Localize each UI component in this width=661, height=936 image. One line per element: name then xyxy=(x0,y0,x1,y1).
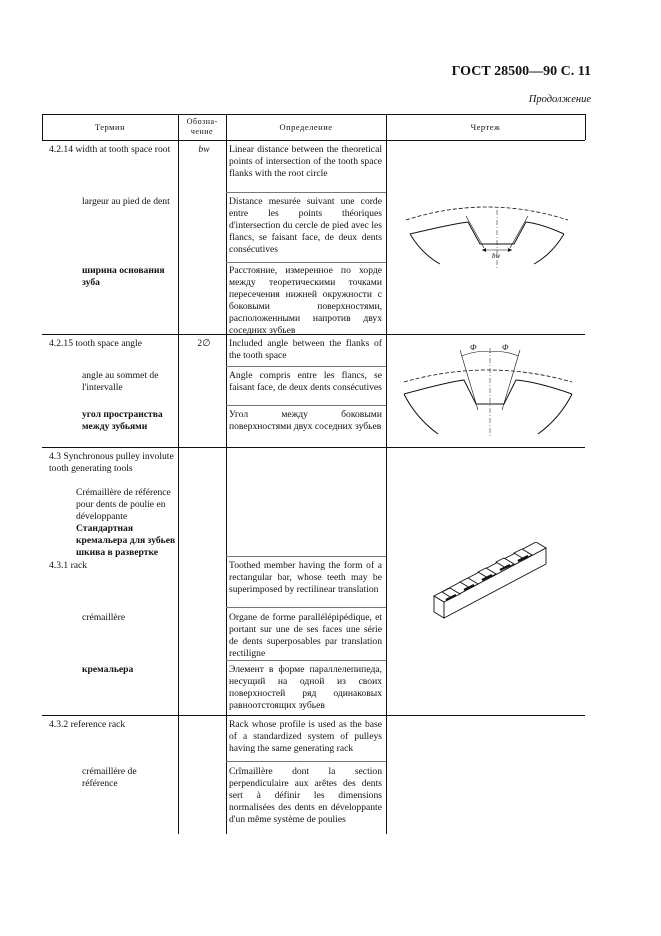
sub-rule xyxy=(226,761,386,762)
column-divider xyxy=(178,114,179,834)
column-header-term: Термин xyxy=(94,122,126,132)
definition-ru: Угол между боковыми поверхностями двух соседних зубьев xyxy=(229,409,382,432)
term-fr: largeur au pied de dent xyxy=(82,196,170,207)
sub-rule xyxy=(226,262,386,263)
term-en: 4.2.15 tooth space angle xyxy=(49,338,142,349)
sub-rule xyxy=(226,607,386,608)
column-header-symbol: Обозначение xyxy=(186,117,218,136)
row-rule xyxy=(42,447,585,448)
symbol: bw xyxy=(198,144,210,155)
definition-en: Linear distance between the theoretical points of intersection of the tooth space flanks with the root circle xyxy=(229,144,382,179)
term-fr: angle au sommet de l'intervalle xyxy=(82,370,159,393)
definition-en: Toothed member having the form of a rectangular bar, whose teeth may be superimposed by rectilinear translation xyxy=(229,560,382,595)
term-ru: угол пространства между зубьями xyxy=(82,409,163,432)
terms-table xyxy=(42,114,585,834)
definition-fr: Organe de forme parallélépipédique, et portant sur une de ses faces une série de dents superposables par translation rectiligne xyxy=(229,612,382,659)
definition-en: Included angle between the flanks of the tooth space xyxy=(229,338,382,361)
continuation-label: Продолжение xyxy=(528,94,591,105)
section-title-en: 4.3 Synchronous pulley involute tooth generating tools xyxy=(49,451,174,474)
definition-fr: Crîmaillère dont la section perpendiculaire aux arêtes des dents sert à définir les dimensions normalisées des dents en développante d'un même système de poulies xyxy=(229,766,382,825)
term-en: 4.3.2 reference rack xyxy=(49,719,126,730)
definition-en: Rack whose profile is used as the base of a standardized system of pulleys having the same generating rack xyxy=(229,719,382,754)
column-header-definition: Определение xyxy=(279,122,333,132)
sub-rule xyxy=(226,660,386,661)
angle-label: Ф xyxy=(470,343,477,352)
definition-fr: Distance mesurée suivant une corde entre les points théoriques d'intersection du cercle de pied avec les flancs, se faisant face, de deux dents consécutives xyxy=(229,196,382,255)
symbol: 2∅ xyxy=(197,338,211,349)
column-header-drawing: Чертеж xyxy=(470,122,501,132)
section-title-fr: Crémaillère de référence pour dents de poulie en développante xyxy=(76,487,171,522)
term-fr: crémaillère xyxy=(82,612,126,623)
sub-rule xyxy=(226,556,386,557)
rack-figure xyxy=(430,542,550,622)
term-ru: ширина основания зуба xyxy=(82,265,165,288)
sub-rule xyxy=(226,366,386,367)
term-en: 4.3.1 rack xyxy=(49,560,88,571)
term-ru: кремальера xyxy=(82,664,134,675)
term-en: 4.2.14 width at tooth space root xyxy=(49,144,171,155)
tooth-space-angle-figure xyxy=(398,338,578,438)
column-divider xyxy=(386,114,387,834)
definition-fr: Angle compris entre les flancs, se faisant face, de deux dents consécutives xyxy=(229,370,382,393)
definition-ru: Элемент в форме параллелепипеда, несущий на одной из своих поверхностей ряд одинаковых равноотстоящих зубьев xyxy=(229,664,382,711)
pulley-tooth-width-figure xyxy=(402,198,572,270)
page-header: ГОСТ 28500—90 С. 11 xyxy=(451,64,591,79)
row-rule xyxy=(42,715,585,716)
column-divider xyxy=(226,114,227,834)
table-border-right xyxy=(585,114,586,140)
header-rule xyxy=(42,140,585,141)
dimension-label: bw xyxy=(492,252,501,260)
sub-rule xyxy=(226,192,386,193)
section-title-ru: Стандартная кремальера для зубьев шкива в развертке xyxy=(76,523,176,558)
definition-ru: Расстояние, измеренное по хорде между теоретическими точками пересечения нижней окружности с боковыми поверхностями, расположенными напротив двух соседних зубьев xyxy=(229,265,382,336)
term-fr: crémaillère de référence xyxy=(82,766,137,789)
angle-label: Ф xyxy=(502,343,509,352)
sub-rule xyxy=(226,405,386,406)
